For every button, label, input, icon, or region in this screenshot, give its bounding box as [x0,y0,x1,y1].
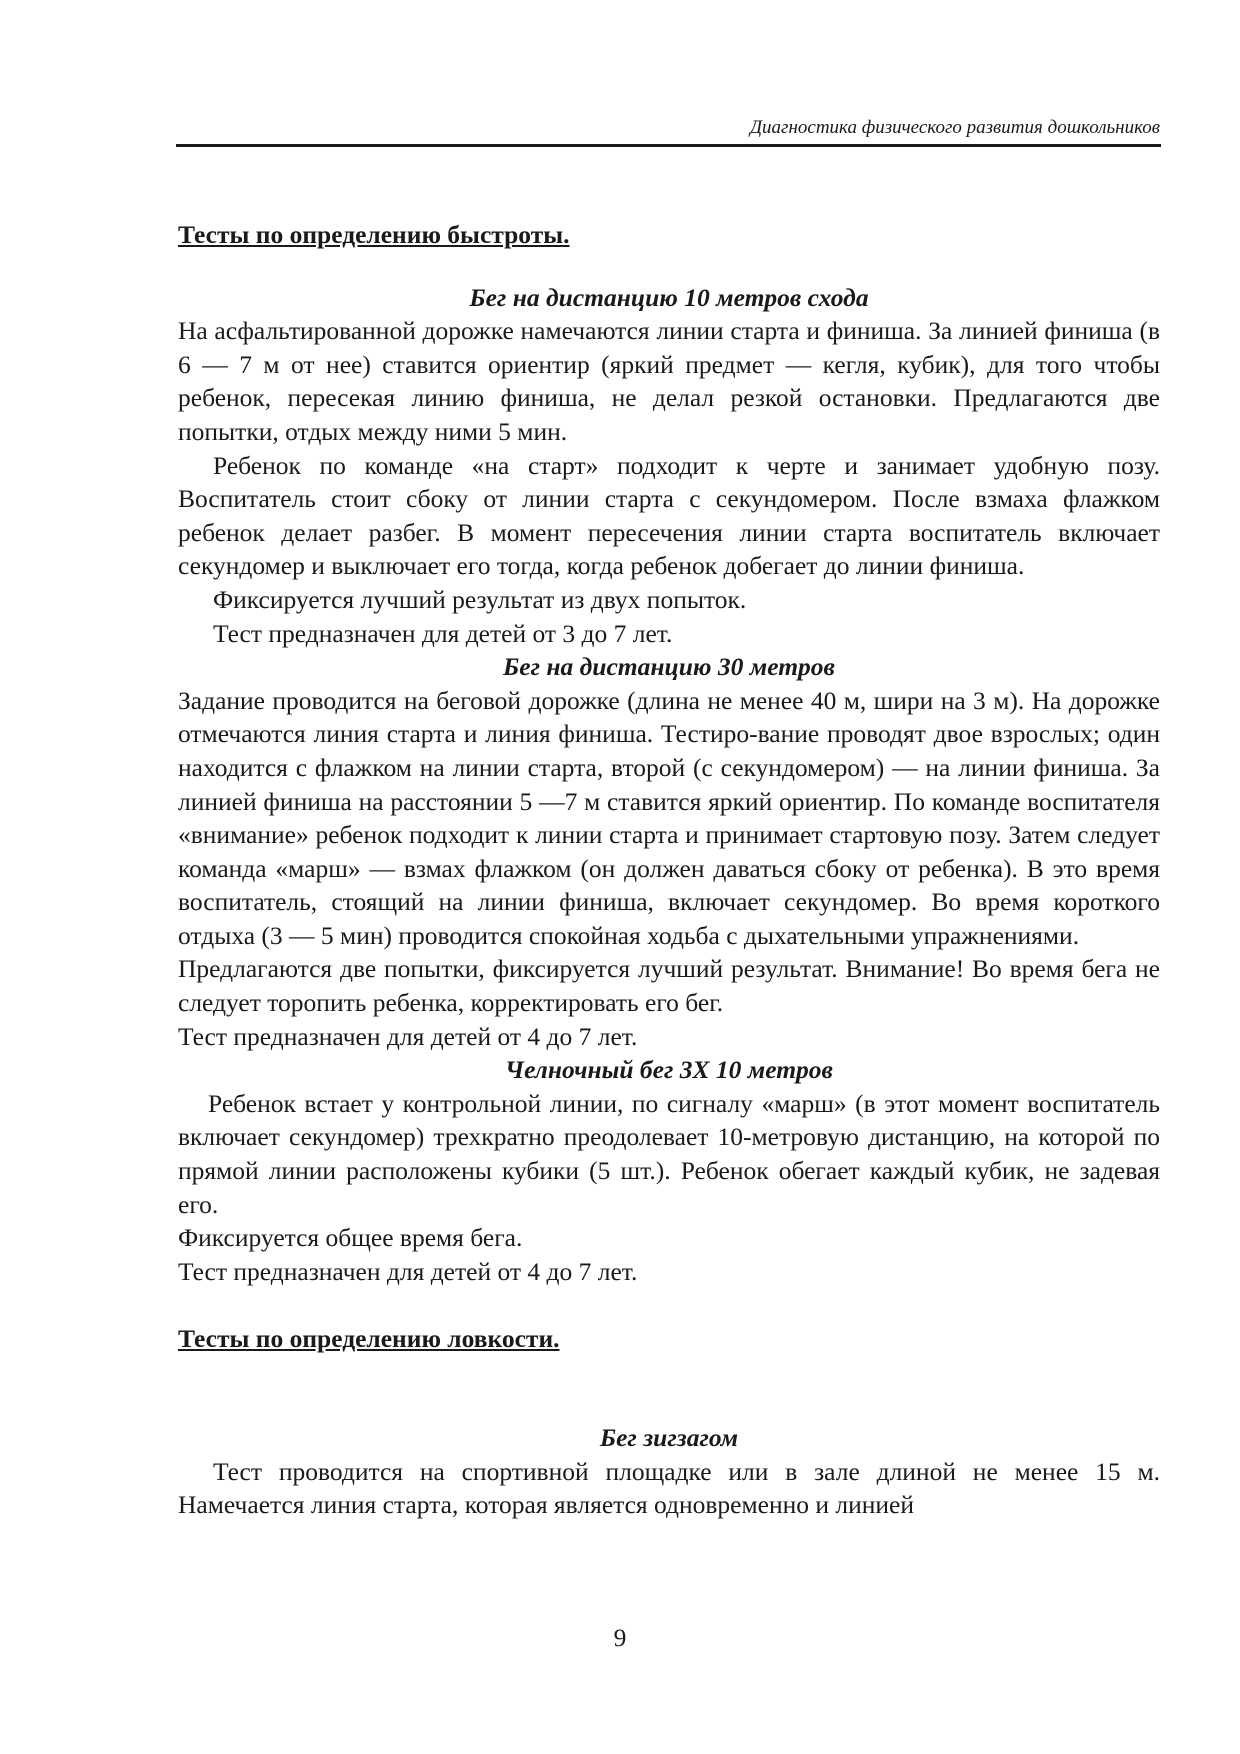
running-header: Диагностика физического развития дошкольников [749,117,1160,138]
paragraph: Задание проводится на беговой дорожке (длина не менее 40 м, шири на 3 м). На дорожке отмечаются линия старта и линия финиша. Тестиро-вание проводят двое взрослых; один находится с флажком на линии старта, второй (с секундомером) — на линии финиша. За линией финиша на расстоянии 5 —7 м ставится яркий ориентир. По команде воспитателя «внимание» ребенок подходит к линии старта и принимает стартовую позу. Затем следует команда «марш» — взмах флажком (он должен даваться сбоку от ребенка). В это время воспитатель, стоящий на линии финиша, включает секундомер. Во время короткого отдыха (3 — 5 мин) проводится спокойная ходьба с дыхательными упражнениями. [178,685,1160,950]
paragraph: Фиксируется лучший результат из двух попыток. [213,584,747,614]
paragraph: Ребенок по команде «на старт» подходит к черте и занимает удобную позу. Воспитатель стоит сбоку от линии старта с секундомером. После взмаха флажком ребенок делает разбег. В момент пересечения линии старта воспитатель включает секундомер и выключает его тогда, когда ребенок добегает до линии финиша. [178,450,1160,581]
page-content [178,218,1160,1522]
paragraph: Тест предназначен для детей от 4 до 7 лет. [178,1256,638,1286]
header-rule [176,144,1161,147]
spacer [178,1356,1160,1421]
section-title-agility: Тесты по определению ловкости. [178,1324,560,1354]
spacer [178,252,1160,281]
test-title-zigzag: Бег зигзагом [599,1423,739,1452]
paragraph: Ребенок встает у контрольной линии, по сигналу «марш» (в этот момент воспитатель включает секундомер) трехкратно преодолевает 10-метровую дистанцию, на которой по прямой линии расположены кубики (5 шт.). Ребенок обегает каждый кубик, не задевая его. [178,1088,1160,1219]
paragraph: Предлагаются две попытки, фиксируется лучший результат. Внимание! Во время бега не следует торопить ребенка, корректировать его бег. [178,954,1160,1018]
paragraph: На асфальтированной дорожке намечаются линии старта и финиша. За линией финиша (в 6 — 7 м от нее) ставится ориентир (яркий предмет — кегля, кубик), для того чтобы ребенок, пересекая линию финиша, не делал резкой остановки. Предлагаются две попытки, отдых между ними 5 мин. [178,316,1160,446]
section-title-speed: Тесты по определению быстроты. [178,220,570,249]
test-title-shuttle: Челночный бег 3Х 10 метров [505,1055,833,1085]
spacer [178,1288,1160,1322]
test-title-30m: Бег на дистанцию 30 метров [503,652,835,682]
test-title-10m: Бег на дистанцию 10 метров схода [469,282,869,312]
paragraph: Фиксируется общее время бега. [178,1223,523,1253]
paragraph: Тест предназначен для детей от 3 до 7 лет. [213,618,673,648]
page-number: 9 [613,1623,627,1652]
paragraph: Тест проводится на спортивной площадке или в зале длиной не менее 15 м. Намечается линия старта, которая является одновременно и линией [178,1456,1160,1520]
paragraph: Тест предназначен для детей от 4 до 7 лет. [178,1021,638,1051]
